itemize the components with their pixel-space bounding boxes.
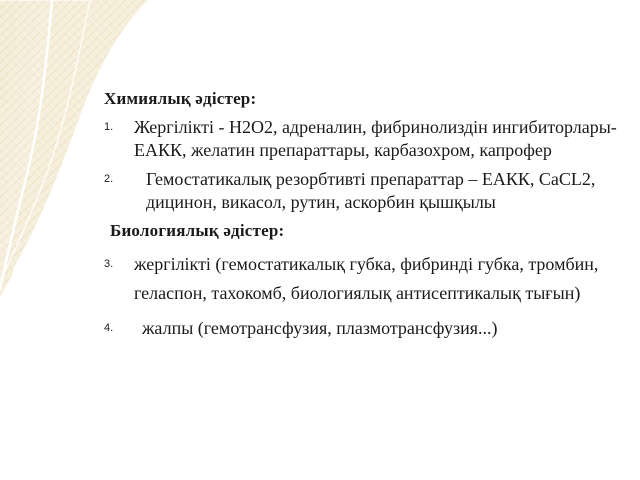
biological-methods-list bbox=[104, 250, 624, 343]
slide-content bbox=[104, 88, 624, 343]
list-item bbox=[104, 168, 624, 214]
heading-biological-methods: Биологиялық әдістер: bbox=[110, 221, 285, 240]
list-item bbox=[104, 250, 624, 308]
list-item-text: жергілікті (гемостатикалық губка, фибринді губка, тромбин, геласпон, тахокомб, биологиялық антисептикалық тығын) bbox=[134, 254, 599, 303]
list-item bbox=[104, 116, 624, 162]
heading-chemical-methods: Химиялық әдістер: bbox=[104, 89, 257, 108]
list-item-text: Гемостатикалық резорбтивті препараттар – ЕАКК, CaCL2, дицинон, викасол, рутин, аскорбин қышқылы bbox=[146, 169, 596, 212]
list-item-number: 4. bbox=[104, 322, 114, 334]
list-item bbox=[104, 314, 624, 343]
list-item-number: 2. bbox=[104, 173, 114, 185]
list-item-number: 1. bbox=[104, 121, 114, 133]
chemical-methods-list bbox=[104, 116, 624, 214]
list-item-number: 3. bbox=[104, 258, 114, 270]
list-item-text: Жергілікті - H2O2, адреналин, фибринолиздін ингибиторлары- ЕАКК, желатин препараттары, карбазохром, капрофер bbox=[134, 117, 617, 160]
list-item-text: жалпы (гемотрансфузия, плазмотрансфузия...) bbox=[142, 318, 498, 338]
